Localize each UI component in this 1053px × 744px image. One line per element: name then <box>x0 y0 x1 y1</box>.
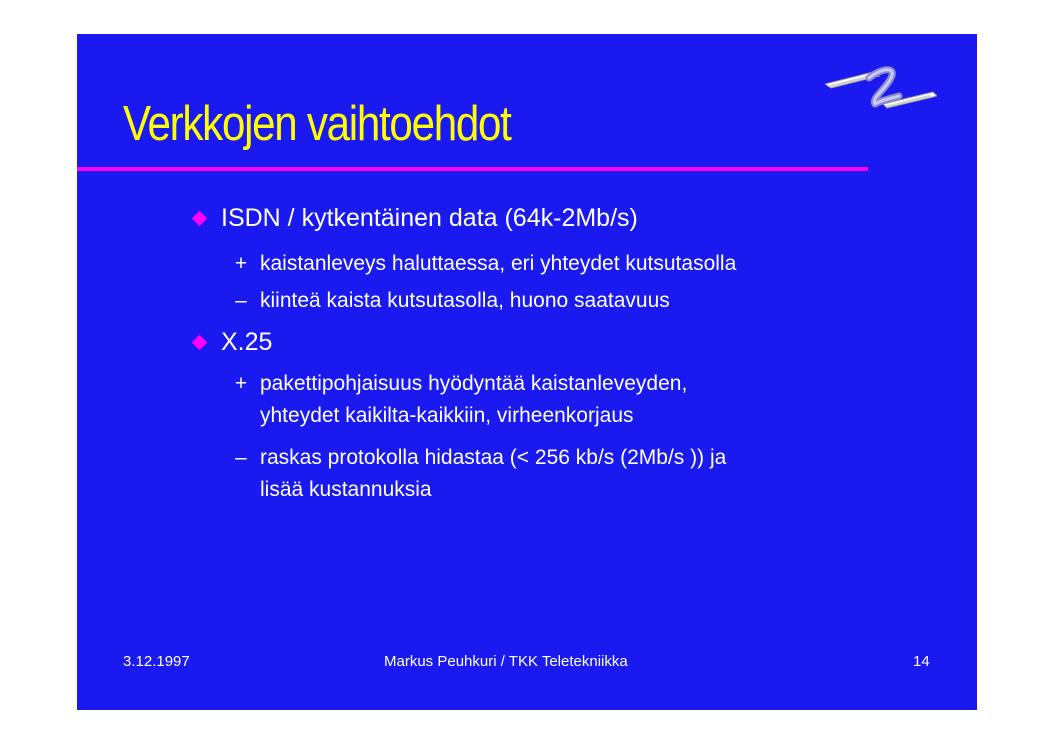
bullet-item <box>77 326 937 358</box>
tkk-teletekniikka-logo-icon <box>825 64 937 114</box>
bullet-item <box>77 202 937 234</box>
slide-title: Verkkojen vaihtoehdot <box>123 97 511 151</box>
title-underline <box>77 167 868 171</box>
sub-item-text: kiinteä kaista kutsutasolla, huono saatavuus <box>260 289 670 312</box>
footer-date: 3.12.1997 <box>123 653 190 670</box>
footer-author: Markus Peuhkuri / TKK Teletekniikka <box>384 653 628 670</box>
plus-mark: + <box>234 372 248 395</box>
minus-mark: – <box>235 289 247 312</box>
sub-item-text: pakettipohjaisuus hyödyntää kaistanleveyden, <box>260 372 688 395</box>
footer-page-number: 14 <box>913 653 930 670</box>
plus-mark: + <box>234 252 248 275</box>
sub-item-text: kaistanleveys haluttaessa, eri yhteydet kutsutasolla <box>260 252 737 275</box>
slide <box>77 34 977 710</box>
bullet-text: X.25 <box>221 328 273 356</box>
diamond-bullet-icon <box>192 335 208 351</box>
minus-mark: – <box>235 446 247 469</box>
diamond-bullet-icon <box>192 211 208 227</box>
bullet-text: ISDN / kytkentäinen data (64k-2Mb/s) <box>221 204 638 232</box>
sub-item-text: lisää kustannuksia <box>260 478 432 501</box>
sub-item-text: yhteydet kaikilta-kaikkiin, virheenkorjaus <box>260 404 634 427</box>
sub-item-text: raskas protokolla hidastaa (< 256 kb/s (2Mb/s )) ja <box>260 446 727 469</box>
